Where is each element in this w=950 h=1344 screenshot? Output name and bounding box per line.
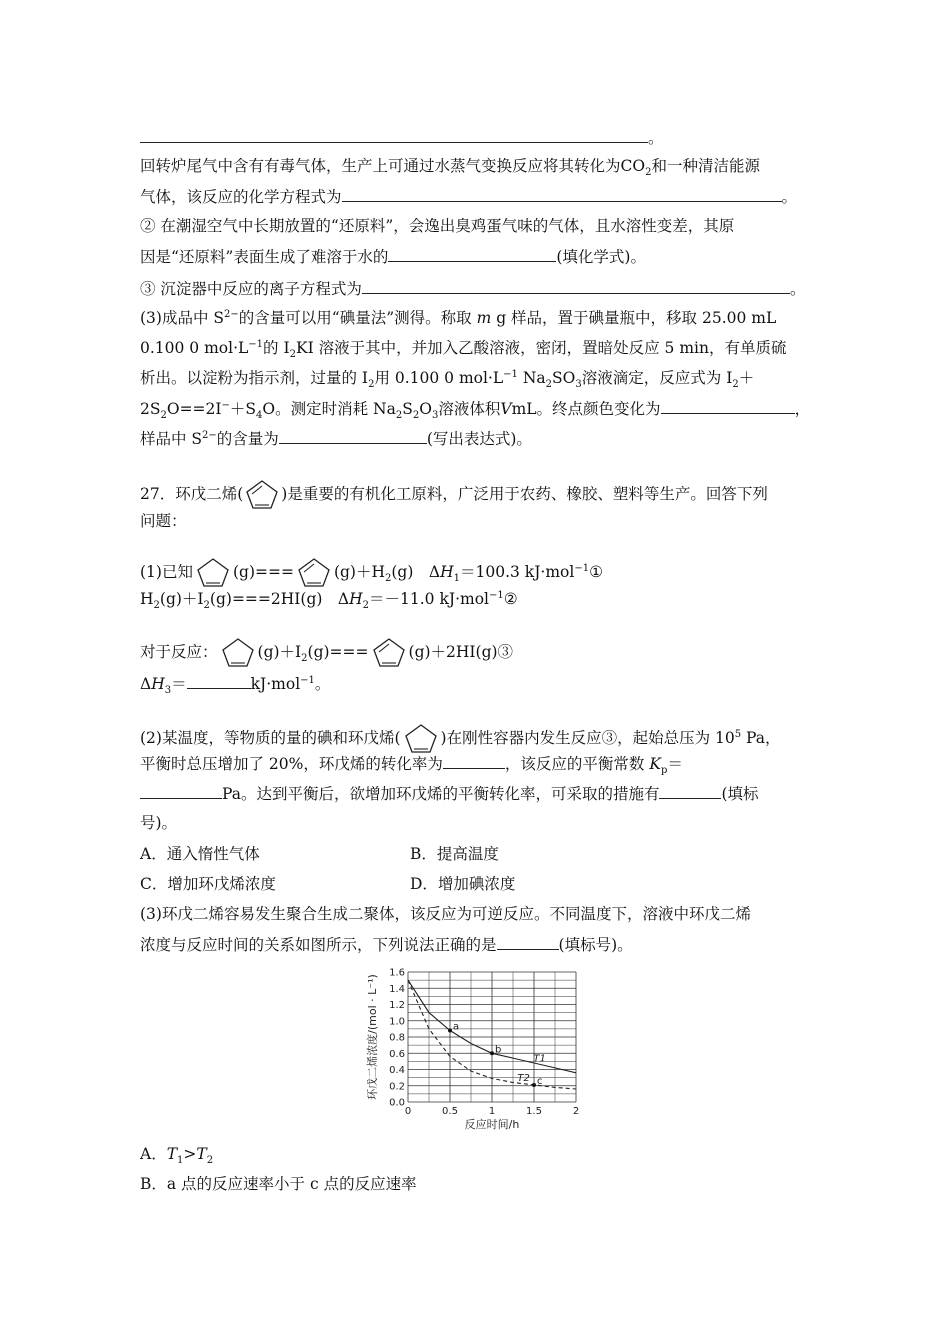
x-tick-label: 2	[572, 1106, 580, 1117]
cyclopentene-structure-icon	[218, 636, 258, 670]
part-2-line-3: Pa。达到平衡后，欲增加环戊烯的平衡转化率，可采取的措施有 (填标	[140, 782, 759, 805]
y-tick-label: 1.4	[389, 983, 405, 995]
content-blank[interactable]	[279, 427, 427, 444]
text-line-5: 因是“还原料”表面生成了难溶于水的 (填化学式)。	[140, 245, 646, 268]
data-point-b	[490, 1051, 494, 1055]
reaction-1: (1)已知 $(g)=== (g)+H_2(g)$ $\Delta H_1=100.3$ kJ·mol$^{-1}$①	[140, 556, 603, 590]
y-tick-label: 0.8	[389, 1032, 405, 1044]
answer-option-b[interactable]: B．a 点的反应速率小于 c 点的反应速率	[140, 1175, 417, 1193]
option-c[interactable]: C．增加环戊烯浓度	[140, 875, 276, 893]
part-3-line-2: 浓度与反应时间的关系如图所示，下列说法正确的是 (填标号)。	[140, 933, 633, 956]
chart-grid	[408, 972, 576, 1102]
cyclopentadiene-structure-icon	[369, 636, 409, 670]
text-line-9: 析出。以淀粉为指示剂，过量的 $I_2$用 0.100 0 $mol\cdot L^{-1}$ $Na_2SO_3$溶液滴定，反应式为 $I_2+$	[140, 368, 755, 391]
point-label-c: c	[537, 1075, 543, 1087]
y-tick-label: 0.4	[389, 1065, 405, 1076]
text-line-11: 样品中 $S^{2-}$的含量为 (写出表达式)。	[140, 427, 532, 450]
part-2-line-4: 号)。	[140, 814, 178, 832]
y-tick-labels	[389, 968, 405, 1109]
question-27-line-1: 27．环戊二烯( )是重要的有机化工原料，广泛用于农药、橡胶、塑料等生产。回答下列	[140, 478, 768, 512]
part-2-line-2: 平衡时总压增加了 20%，环戊烯的转化率为 ，该反应的平衡常数 $K_p=$	[140, 752, 683, 775]
data-point-c	[532, 1083, 536, 1087]
cyclopentadiene-structure-icon	[294, 556, 334, 590]
point-label-a: a	[453, 1021, 460, 1033]
text-line-7: (3)成品中 $S^{2-}$的含量可以用“碘量法”测得。称取 m g 样品，置于碘量瓶中，移取 25.00 mL	[140, 308, 777, 327]
text-line-3: 气体，该反应的化学方程式为 。	[140, 185, 797, 208]
cyclopentene-structure-icon	[193, 556, 233, 590]
x-axis-label: 反应时间/h	[464, 1118, 520, 1131]
color-change-blank[interactable]	[661, 397, 795, 414]
x-tick-label: 0.5	[442, 1106, 458, 1117]
point-label-b: b	[495, 1044, 502, 1056]
text-line-4: ② 在潮湿空气中长期放置的“还原料”，会逸出臭鸡蛋气味的气体，且水溶性变差，其原	[140, 217, 735, 235]
option-d[interactable]: D．增加碘浓度	[410, 875, 516, 893]
y-tick-label: 0.2	[389, 1081, 405, 1093]
x-tick-labels	[405, 1106, 579, 1117]
answer-blank[interactable]	[497, 933, 559, 950]
cyclopentadiene-structure-icon	[243, 478, 281, 512]
part-2-line-1: (2)某温度，等物质的量的碘和环戊烯( )在刚性容器内发生反应③，起始总压为 $10^5$ Pa，	[140, 722, 781, 756]
reaction-2: $H_2(g)+I_2(g)===2HI(g)$ $\Delta H_2=-11.0$ kJ·mol$^{-1}$②	[140, 589, 518, 612]
conversion-blank[interactable]	[443, 752, 505, 769]
reaction-3: 对于反应： $(g)+I_2(g)===$ (g)＋2HI(g)③	[140, 636, 513, 670]
series-label: T1	[533, 1053, 546, 1065]
y-tick-label: 0.0	[389, 1097, 405, 1109]
x-tick-label: 1.5	[526, 1106, 542, 1117]
concentration-time-chart	[360, 962, 600, 1134]
answer-line-1: 。	[140, 126, 664, 149]
y-tick-label: 1.6	[389, 967, 405, 979]
answer-option-a[interactable]: A．$T_1>T_2$	[140, 1145, 214, 1167]
ionic-equation-blank[interactable]	[362, 277, 790, 294]
delta-h3-line: $\Delta H_3= kJ\cdot mol^{-1}$。	[140, 672, 330, 695]
delta-h3-blank[interactable]	[187, 672, 251, 689]
kp-blank[interactable]	[140, 782, 222, 799]
equation-blank[interactable]	[342, 185, 782, 202]
part-3-line-1: (3)环戊二烯容易发生聚合生成二聚体，该反应为可逆反应。不同温度下，溶液中环戊二烯	[140, 905, 751, 923]
series-label: T2	[517, 1072, 530, 1084]
option-a[interactable]: A．通入惰性气体	[140, 845, 260, 863]
formula-blank[interactable]	[388, 245, 556, 262]
option-b[interactable]: B．提高温度	[410, 845, 499, 863]
fill-blank[interactable]	[140, 126, 648, 143]
data-point-a	[448, 1029, 452, 1033]
text-line-2: 回转炉尾气中含有有毒气体，生产上可通过水蒸气变换反应将其转化为$CO_2$和一种清洁能源	[140, 157, 760, 179]
y-tick-label: 0.6	[389, 1048, 405, 1060]
text-line-10: $2S_2O==2I^-+S_4O$。测定时消耗 $Na_2S_2O_3$溶液体积VmL。终点颜色变化为 ，	[140, 397, 810, 420]
question-27-line-2: 问题：	[140, 512, 187, 530]
text-line-8: 0.100 0 $mol\cdot L^{-1}$的 $I_2KI$ 溶液于其中，并加入乙酸溶液，密闭，置暗处反应 5 min，有单质硫	[140, 338, 787, 361]
x-tick-label: 1	[488, 1106, 496, 1117]
text-line-6: ③ 沉淀器中反应的离子方程式为 。	[140, 277, 805, 300]
cyclopentene-structure-icon	[401, 722, 441, 756]
y-tick-label: 1.2	[389, 1000, 405, 1011]
y-tick-label: 1.0	[389, 1016, 405, 1028]
x-tick-label: 0	[404, 1106, 412, 1117]
y-axis-label: 环戊二烯浓度/(mol · L⁻¹)	[366, 974, 379, 1100]
measure-blank[interactable]	[659, 782, 721, 799]
